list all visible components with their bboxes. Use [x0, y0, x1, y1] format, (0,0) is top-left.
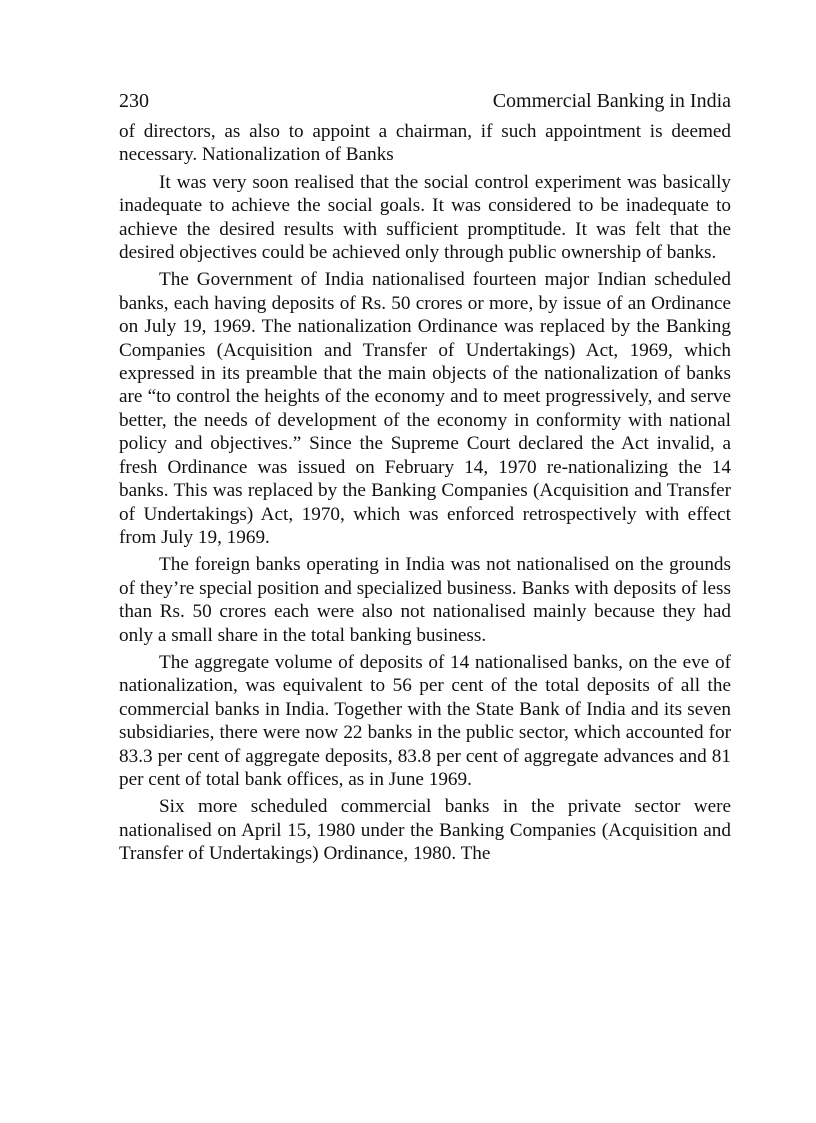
book-page: [119, 88, 731, 870]
page-number: 230: [119, 90, 149, 112]
running-title: Commercial Banking in India: [492, 90, 731, 112]
paragraph-nationalisation-1980: Six more scheduled commercial banks in the private sector were nationalised on April 15, 1980 under the Banking Companies (Acquisition and Transfer of Undertakings) Ordinance, 1980. The: [119, 796, 731, 865]
paragraph-aggregate-deposits: The aggregate volume of deposits of 14 nationalised banks, on the eve of nationalization, was equivalent to 56 per cent of the total deposits of all the commercial banks in India. Together with the State Bank of India and its seven subsidiaries, there were now 22 banks in the public sector, which accounted for 83.3 per cent of aggregate deposits, 83.8 per cent of aggregate advances and 81 per cent of total bank offices, as in June 1969.: [119, 651, 731, 790]
paragraph-nationalisation-1969: The Government of India nationalised fourteen major Indian scheduled banks, each having deposits of Rs. 50 crores or more, by issue of an Ordinance on July 19, 1969. The nationalization Ordinance was replaced by the Banking Companies (Acquisition and Transfer of Undertakings) Act, 1969, which expressed in its preamble that the main objects of the nationalization of banks are “to control the heights of the economy and to meet progressively, and serve better, the needs of development of the economy in conformity with national policy and objectives.” Since the Supreme Court declared the Act invalid, a fresh Ordinance was issued on February 14, 1970 re-nationalizing the 14 banks. This was replaced by the Banking Companies (Acquisition and Transfer of Undertakings) Act, 1970, which was enforced retrospectively with effect from July 19, 1969.: [119, 269, 731, 548]
paragraph-continuation: of directors, as also to appoint a chairman, if such appointment is deemed necessary. Nationalization of Banks: [119, 121, 731, 166]
running-head: [119, 88, 731, 114]
body-text: [119, 120, 731, 866]
paragraph-foreign-banks: The foreign banks operating in India was not nationalised on the grounds of they’re special position and specialized business. Banks with deposits of less than Rs. 50 crores each were also not nationalised mainly because they had only a small share in the total banking business.: [119, 554, 731, 646]
paragraph-social-control: It was very soon realised that the social control experiment was basically inadequate to achieve the social goals. It was considered to be inadequate to achieve the desired results with sufficient promptitude. It was felt that the desired objectives could be achieved only through public ownership of banks.: [119, 171, 731, 264]
